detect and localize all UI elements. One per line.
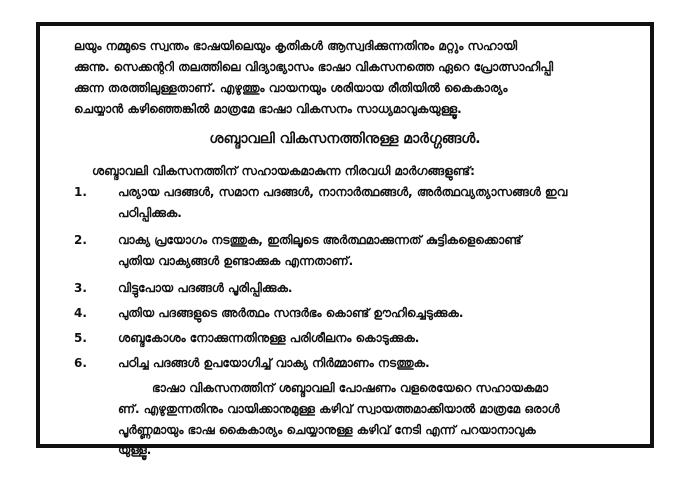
list-item-number: 2.	[74, 233, 87, 247]
text-border-frame	[36, 22, 654, 457]
list-item-text: പുതിയ പദങ്ങളുടെ അർത്ഥം സന്ദർഭം കൊണ്ട് ഊഹിച്ചെടുക്കുക.	[118, 306, 464, 320]
closing-line: പൂർണ്ണമായും ഭാഷ കൈകാര്യം ചെയ്യാനുള്ള കഴിവ് നേടി എന്ന് പറയാനാവുക	[118, 423, 536, 437]
list-item-number: 3.	[74, 281, 87, 295]
text-body	[40, 26, 650, 457]
intro-line: ചെയ്യാൻ കഴിഞ്ഞെങ്കിൽ മാത്രമേ ഭാഷാ വികസനം സാധ്യമാവുകയുള്ളൂ.	[74, 102, 462, 116]
list-item-number: 1.	[74, 185, 87, 199]
list-item-text: വിട്ടുപോയ പദങ്ങൾ പൂരിപ്പിക്കുക.	[118, 281, 293, 295]
list-item-continuation: പുതിയ വാക്യങ്ങൾ ഉണ്ടാക്കുക എന്നതാണ്.	[118, 254, 354, 268]
lead-sentence: ശബ്ദാവലി വികസനത്തിന് സഹായകമാകുന്ന നിരവധി മാർഗങ്ങളുണ്ട്:	[92, 164, 475, 178]
list-item-text: പര്യായ പദങ്ങൾ, സമാന പദങ്ങൾ, നാനാർത്ഥങ്ങൾ, അർത്ഥവ്യത്യാസങ്ങൾ ഇവ	[118, 185, 568, 199]
intro-line: ക്കുന്നു. സെക്കന്ററി തലത്തിലെ വിദ്യാഭ്യാസം ഭാഷാ വികസനത്തെ ഏറെ പ്രോത്സാഹിപ്പി	[74, 60, 554, 74]
list-item-continuation: പഠിപ്പിക്കുക.	[118, 206, 182, 220]
list-item-text: പഠിച്ച പദങ്ങൾ ഉപയോഗിച്ച് വാക്യ നിർമ്മാണം നടത്തുക.	[118, 356, 430, 370]
list-item-text: ശബ്ദകോശം നോക്കുന്നതിനുള്ള പരിശീലനം കൊടുക്കുക.	[118, 331, 420, 345]
list-item-text: വാക്യ പ്രയോഗം നടത്തുക, ഇതിലൂടെ അർത്ഥമാക്കുന്നത് കുട്ടികളെക്കൊണ്ട്	[118, 233, 522, 247]
list-item-number: 4.	[74, 306, 87, 320]
intro-line: ലയും നമ്മുടെ സ്വന്തം ഭാഷയിലെയും കൃതികൾ ആസ്വദിക്കുന്നതിനും മറ്റും സഹായി	[74, 39, 518, 53]
list-item-number: 6.	[74, 356, 87, 370]
list-item-number: 5.	[74, 331, 87, 345]
section-heading: ശബ്ദാവലി വികസനത്തിനുള്ള മാർഗ്ഗങ്ങൾ.	[209, 131, 481, 147]
closing-line: ഭാഷാ വികസനത്തിന് ശബ്ദാവലി പോഷണം വളരെയേറെ സഹായകമാ	[152, 381, 549, 395]
closing-line: യുള്ളൂ.	[118, 443, 152, 457]
closing-line: ണ്. എഴുതുന്നതിനും വായിക്കാനുമുള്ള കഴിവ് സ്വായത്തമാക്കിയാൽ മാത്രമേ ഒരാൾ	[118, 402, 560, 416]
intro-line: ക്കുന്ന തരത്തിലുള്ളതാണ്. എഴുത്തും വായനയും ശരിയായ രീതിയിൽ കൈകാര്യം	[74, 81, 508, 95]
